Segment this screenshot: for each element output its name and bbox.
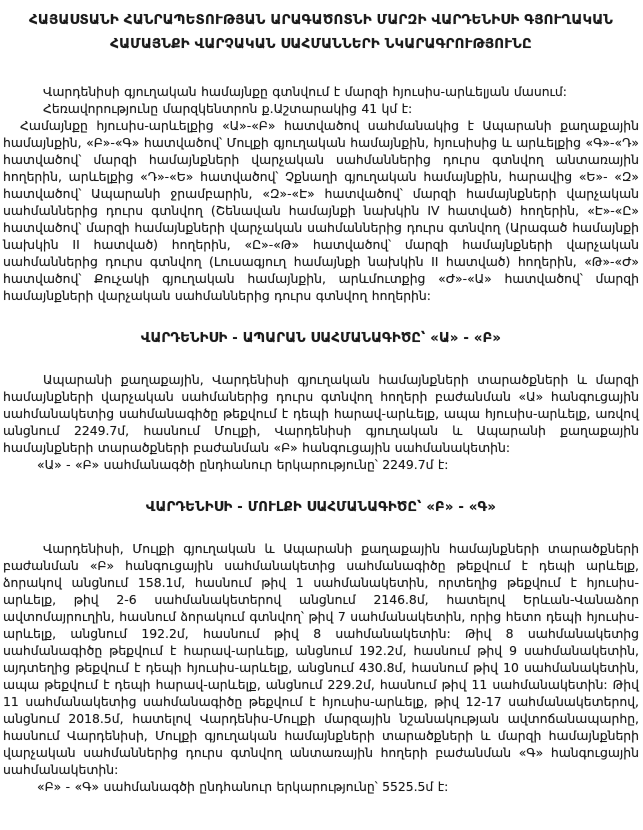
intro-paragraph-location: Վարդենիսի գյուղական համայնքը գտնվում է մարզի հյուսիս-արևելյան մասում: <box>43 84 567 99</box>
section-body-vardenisi-mulki: Վարդենիսի, Մուլքի գյուղական և Ապարանի քաղաքային համայնքների տարածքների բաժանման «Բ» հանգուցային սահմանակետից սահմանագիծը թեքվում է դեպի արևելք, ձորակով անցնում 158.1մ, հասնում թիվ 1 սահմանակետին, որտեղից թեքվում է հյուսիս-արևելք, թիվ 2-6 սահմանակետերով անցնում 2146.8մ, հատելով Երևան-Վանաձոր ավտոմայրուղին, հասնում ձորակում գտնվող՝ թիվ 7 սահմանակետին, որից հետո դեպի հյուսիս-արևելք, անցնում 192.2մ, հասնում թիվ 8 սահմանակետին: Թիվ 8 սահմանակետից սահմանագիծը թեքվում է հարավ-արևելք, անցնում 192.2մ, հասնում թիվ 9 սահմանակետին, այդտեղից թեքվում է դեպի հյուսիս-արևելք, անցնում 430.8մ, հասնում թիվ 10 սահմանակետին, ապա թեքվում է դեպի հարավ-արևելք, անցնում 229.2մ, հասնում թիվ 11 սահմանակետին: Թիվ 11 սահմանակետից սահմանագիծը թեքվում է հյուսիս-արևելք, թիվ 12-17 սահմանակետերով, անցնում 2018.5մ, հատելով Վարդենիս-Մուլքի մարզային նշանակության ավտոճանապարհը, հասնում Վարդենիսի, Մուլքի գյուղական համայնքների տարածքների և մարզի համայնքների վարչական սահմաններից դուրս գտնվող անտառային հողերի բաժանման «Գ» հանգուցային սահմանակետին: <box>3 541 639 777</box>
intro-paragraph-distance: Հեռավորությունը մարզկենտրոն ք.Աշտարակից 41 կմ է: <box>43 101 413 116</box>
document-title-line2: ՀԱՄԱՅՆՔԻ ՎԱՐՉԱԿԱՆ ՍԱՀՄԱՆՆԵՐԻ ՆԿԱՐԱԳՐՈՒԹՅՈՒՆԸ <box>110 37 532 52</box>
intro-paragraph-borders: Համայնքը հյուսիս-արևելքից «Ա»-«Բ» հատվածով սահմանակից է Ապարանի քաղաքային համայնքին, «Բ»-«Գ» հատվածով՝ Մուլքի գյուղական համայնքին, հյուսիսից և արևելքից «Գ»-«Դ» հատվածով՝ մարզի համայնքների վարչական սահմաններից դուրս գտնվող անտառային հողերին, արևելքից «Դ»-«Ե» հատվածով՝ Չքնաղի գյուղական համայնքին, հարավից «Ե»- «Զ» հատվածով՝ Ապարանի ջրամբարին, «Զ»-«Է» հատվածով՝ մարզի համայնքների վարչական սահմաններից դուրս գտնվող (Շենավան համայնքի նախկին IV հատված) հողերին, «Է»-«Ը» հատվածով՝ մարզի համայնքների վարչական սահմաններից դուրս գտնվող (Արագած համայնքի նախկին II հատված) հողերին, «Ը»-«Թ» հատվածով՝ մարզի համայնքների վարչական սահմաններից դուրս գտնվող (Լուսագյուղ համայնքի նախկին II հատված) հողերին, «Թ»-«Ժ» հատվածով՝ Քուչակի գյուղական համայնքին, արևմուտքից «Ժ»-«Ա» հատվածով՝ մարզի համայնքների վարչական սահմաններից դուրս գտնվող հողերին: <box>3 118 639 303</box>
document-title <box>3 9 639 57</box>
section-length-vardenisi-aparan: «Ա» - «Բ» սահմանագծի ընդհանուր երկարությունը՝ 2249.7մ է: <box>37 457 449 472</box>
section-length-vardenisi-mulki: «Բ» - «Գ» սահմանագծի ընդհանուր երկարությունը՝ 5525.5մ է: <box>37 779 449 794</box>
section-heading-vardenisi-mulki: ՎԱՐԴԵՆԻՍԻ - ՄՈՒԼՔԻ ՍԱՀՄԱՆԱԳԻԾԸ՝ «Բ» - «Գ» <box>145 500 497 515</box>
document-title-line1: ՀԱՅԱՍՏԱՆԻ ՀԱՆՐԱՊԵՏՈՒԹՅԱՆ ԱՐԱԳԱԾՈՏՆԻ ՄԱՐԶԻ ՎԱՐԴԵՆԻՍԻ ԳՅՈՒՂԱԿԱՆ <box>28 13 614 28</box>
section-heading-vardenisi-aparan: ՎԱՐԴԵՆԻՍԻ - ԱՊԱՐԱՆ ՍԱՀՄԱՆԱԳԻԾԸ՝ «Ա» - «Բ» <box>140 331 502 346</box>
section-body-vardenisi-aparan: Ապարանի քաղաքային, Վարդենիսի գյուղական համայնքների տարածքների և մարզի համայնքների վարչական սահմաներից դուրս գտնվող հողերի բաժանման «Ա» հանգուցային սահմանակետից սահմանագիծը թեքվում է դեպի հարավ-արևելք, ապա հյուսիս-արևելք, առվով անցնում 2249.7մ, հասնում Մուլքի, Վարդենիսի գյուղական և Ապարանի քաղաքային համայնքների տարածքների բաժանման «Բ» հանգուցային սահմանակետին: <box>3 372 639 455</box>
